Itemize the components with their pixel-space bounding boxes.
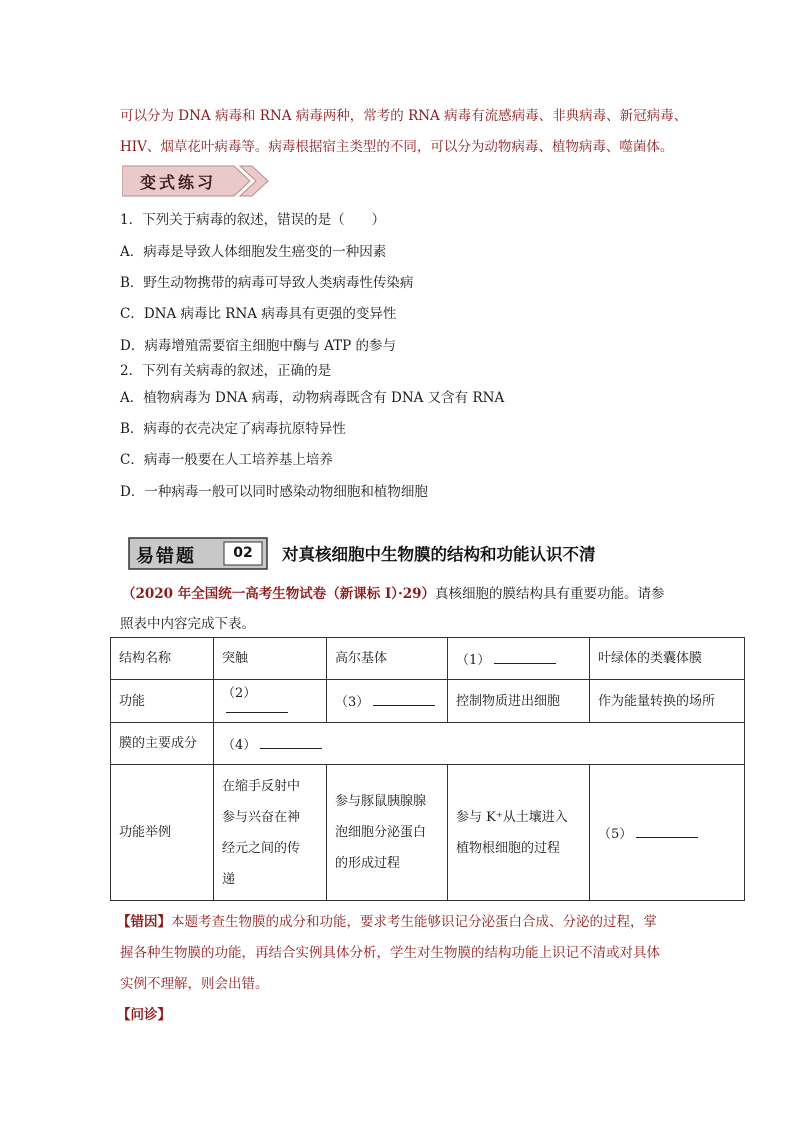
membrane-table (110, 637, 745, 901)
example-line: 的形成过程 (335, 856, 401, 871)
analysis-line-3: 实例不理解，则会出错。 (120, 976, 269, 992)
intro-line-1: 可以分为 DNA 病毒和 RNA 病毒两种，常考的 RNA 病毒有流感病毒、非典病毒、新冠病毒、 (120, 108, 688, 124)
example-line: 经元之间的传 (222, 840, 301, 856)
table-cell: 膜的主要成分 (111, 723, 214, 765)
question-source: （2020 年全国统一高考生物试卷（新课标 Ⅰ）·29） (122, 586, 436, 602)
blank-label-2: （2） (222, 685, 257, 701)
table-cell[interactable] (327, 680, 448, 723)
answer-blank-3[interactable] (373, 693, 435, 706)
section-tag-label: 易错题 (136, 546, 196, 567)
section-tag (128, 537, 268, 570)
q2-option-c: C．病毒一般要在人工培养基上培养 (120, 452, 333, 468)
blank-label-1: （1） (456, 652, 491, 668)
q2-option-d: D．一种病毒一般可以同时感染动物细胞和植物细胞 (120, 484, 428, 500)
example-line: 泡细胞分泌蛋白 (335, 825, 427, 840)
q2-option-b: B．病毒的衣壳决定了病毒抗原特异性 (120, 421, 346, 437)
table-cell[interactable] (448, 638, 590, 680)
example-line: 参与兴奋在神 (222, 809, 301, 825)
example-line: 参与 K⁺从土壤进入 (456, 809, 568, 825)
table-cell: 突触 (214, 638, 327, 680)
question-line-1 (122, 582, 665, 602)
table-row (111, 723, 745, 765)
table-row (111, 765, 745, 901)
example-line: 植物根细胞的过程 (456, 840, 561, 856)
analysis-line-1 (117, 910, 657, 930)
analysis-tag: 【错因】 (117, 914, 171, 930)
table-cell (214, 765, 327, 901)
example-line: 参与豚鼠胰腺腺 (335, 794, 427, 809)
table-cell: 功能 (111, 680, 214, 723)
answer-blank-4[interactable] (260, 736, 322, 749)
question-line-2: 照表中内容完成下表。 (120, 616, 255, 632)
section-number: 02 (233, 545, 253, 561)
q1-option-b: B．野生动物携带的病毒可导致人类病毒性传染病 (120, 275, 414, 291)
example-line: 递 (222, 871, 236, 887)
analysis-text-1: 本题考查生物膜的成分和功能，要求考生能够识记分泌蛋白合成、分泌的过程，掌 (171, 914, 657, 930)
table-cell[interactable] (214, 680, 327, 723)
answer-blank-1[interactable] (494, 651, 556, 664)
diagnosis-tag: 【问诊】 (117, 1007, 171, 1023)
table-cell: 结构名称 (111, 638, 214, 680)
table-cell (448, 765, 590, 901)
table-cell: 控制物质进出细胞 (448, 680, 590, 723)
table-row (111, 638, 745, 680)
analysis-line-2: 握各种生物膜的功能，再结合实例具体分析，学生对生物膜的结构功能上识记不清或对具体 (120, 945, 660, 961)
table-cell[interactable] (590, 765, 745, 901)
table-cell: 功能举例 (111, 765, 214, 901)
intro-line-2: HIV、烟草花叶病毒等。病毒根据宿主类型的不同，可以分为动物病毒、植物病毒、噬菌体。 (120, 139, 674, 155)
table-cell[interactable] (214, 723, 745, 765)
q2-stem: 2．下列有关病毒的叙述，正确的是 (120, 363, 332, 379)
section-heading: 对真核细胞中生物膜的结构和功能认识不清 (282, 545, 596, 564)
table-cell (327, 765, 448, 901)
answer-blank-5[interactable] (636, 825, 698, 838)
q1-option-d: D．病毒增殖需要宿主细胞中酶与 ATP 的参与 (120, 338, 397, 354)
question-text-1: 真核细胞的膜结构具有重要功能。请参 (435, 586, 665, 602)
table-cell: 高尔基体 (327, 638, 448, 680)
table-cell: 作为能量转换的场所 (590, 680, 745, 723)
blank-label-5: （5） (598, 826, 633, 842)
answer-blank-2[interactable] (226, 700, 288, 713)
practice-banner (122, 163, 272, 199)
example-line: 在缩手反射中 (222, 778, 301, 794)
table-row (111, 680, 745, 723)
q1-option-c: C．DNA 病毒比 RNA 病毒具有更强的变异性 (120, 306, 397, 322)
q1-option-a: A．病毒是导致人体细胞发生癌变的一种因素 (120, 244, 387, 260)
blank-label-3: （3） (335, 695, 370, 710)
practice-banner-label: 变式练习 (140, 172, 217, 192)
q1-stem: 1．下列关于病毒的叙述，错误的是（ ） (120, 212, 386, 228)
q2-option-a: A．植物病毒为 DNA 病毒，动物病毒既含有 DNA 又含有 RNA (120, 390, 505, 406)
table-cell: 叶绿体的类囊体膜 (590, 638, 745, 680)
blank-label-4: （4） (222, 737, 257, 753)
